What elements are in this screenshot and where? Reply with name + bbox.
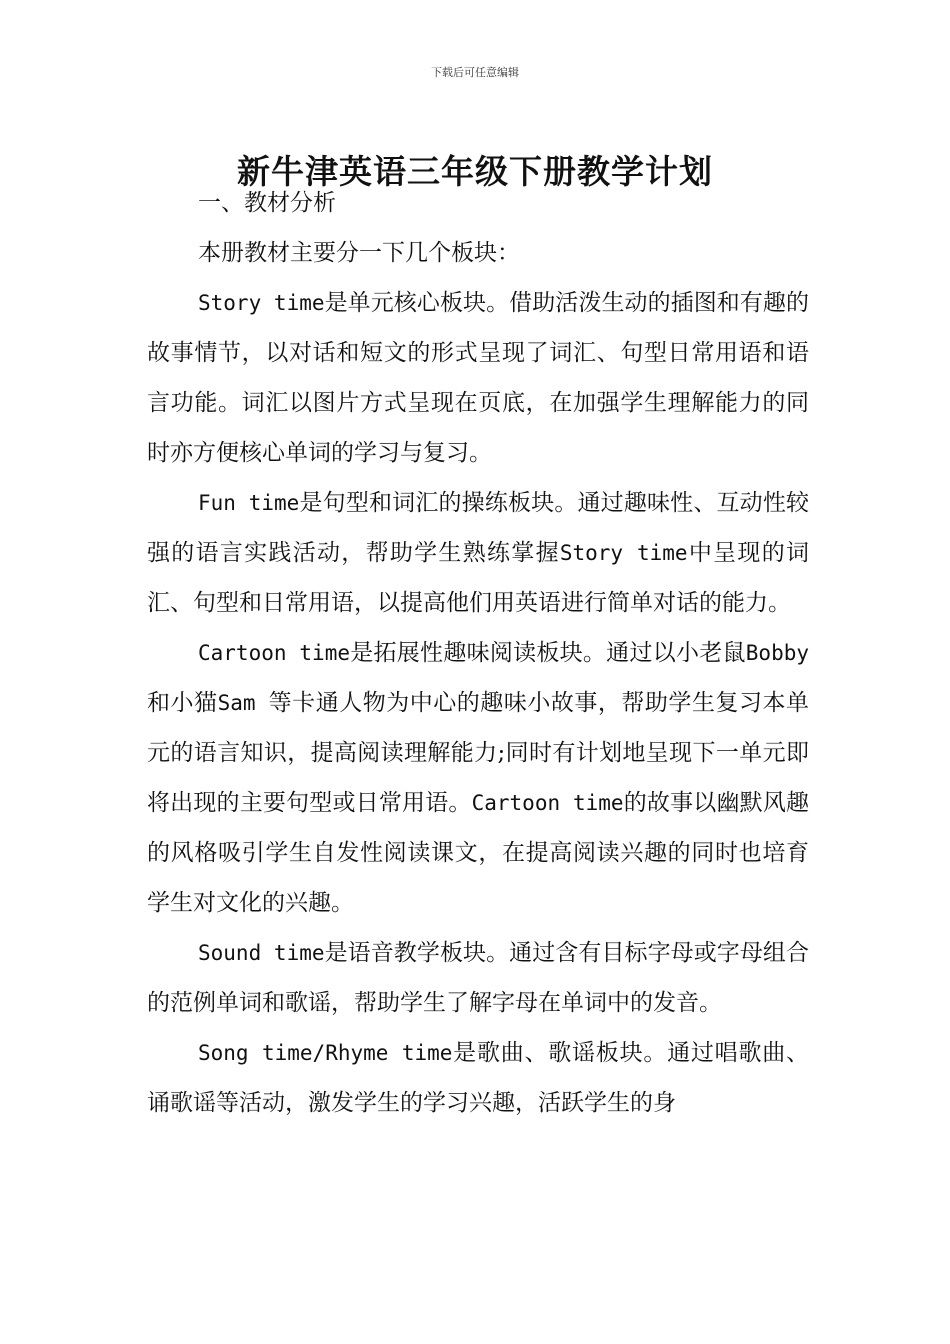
paragraph-text: 是语音教学板块。通过含有目标字母或字母组合的范例单词和歌谣，帮助学生了解字母在单词中的发音。 <box>147 940 810 1016</box>
body-paragraph <box>147 278 809 478</box>
paragraph-text: 是歌曲、歌谣板块。通过唱歌曲、诵歌谣等活动，激发学生的学习兴趣，活跃学生的身 <box>147 1040 809 1116</box>
document-body <box>147 178 809 1128</box>
section-name-text: Sound time <box>198 941 325 965</box>
section-name-text: Cartoon time <box>198 641 350 665</box>
section-intro: 本册教材主要分一下几个板块： <box>198 240 520 266</box>
paragraph-text: 的故事以幽默风趣的风格吸引学生自发性阅读课文，在提高阅读兴趣的同时也培育学生对文化的兴趣。 <box>147 790 810 916</box>
body-paragraph <box>147 1028 809 1128</box>
section-name-text: Bobby <box>745 641 809 665</box>
paragraph-text: 等卡通人物为中心的趣味小故事，帮助学生复习本单元的语言知识，提高阅读理解能力;同时有计划地呈现下一单元即将出现的主要句型或日常用语。 <box>147 690 810 816</box>
page-header-note: 下载后可任意编辑 <box>431 66 519 79</box>
section-name-text: Sam <box>217 691 269 715</box>
paragraph-text: 中呈现的词汇、句型和日常用语，以提高他们用英语进行简单对话的能力。 <box>147 540 810 616</box>
body-paragraph <box>147 928 809 1028</box>
body-paragraph <box>147 628 809 928</box>
section-name-text: Story time <box>198 291 325 315</box>
paragraph-text: 是句型和词汇的操练板块。通过趣味性、互动性较强的语言实践活动，帮助学生熟练掌握 <box>147 490 809 566</box>
section-name-text: Story time <box>559 541 688 565</box>
section-heading: 一、教材分析 <box>198 190 336 216</box>
document-title: 新牛津英语三年级下册教学计划 <box>237 152 713 192</box>
paragraph-text: 是单元核心板块。借助活泼生动的插图和有趣的故事情节，以对话和短文的形式呈现了词汇、句型日常用语和语言功能。词汇以图片方式呈现在页底，在加强学生理解能力的同时亦方便核心单词的学习与复习。 <box>147 290 810 466</box>
body-paragraph <box>147 478 809 628</box>
section-name-text: Cartoon time <box>471 791 624 815</box>
paragraph-list <box>147 278 809 1128</box>
paragraph-text: 和小猫 <box>147 690 218 716</box>
paragraph-text: 是拓展性趣味阅读板块。通过以小老鼠 <box>349 640 746 666</box>
section-name-text: Fun time <box>198 491 300 515</box>
section-name-text: Song time/Rhyme time <box>198 1041 453 1065</box>
